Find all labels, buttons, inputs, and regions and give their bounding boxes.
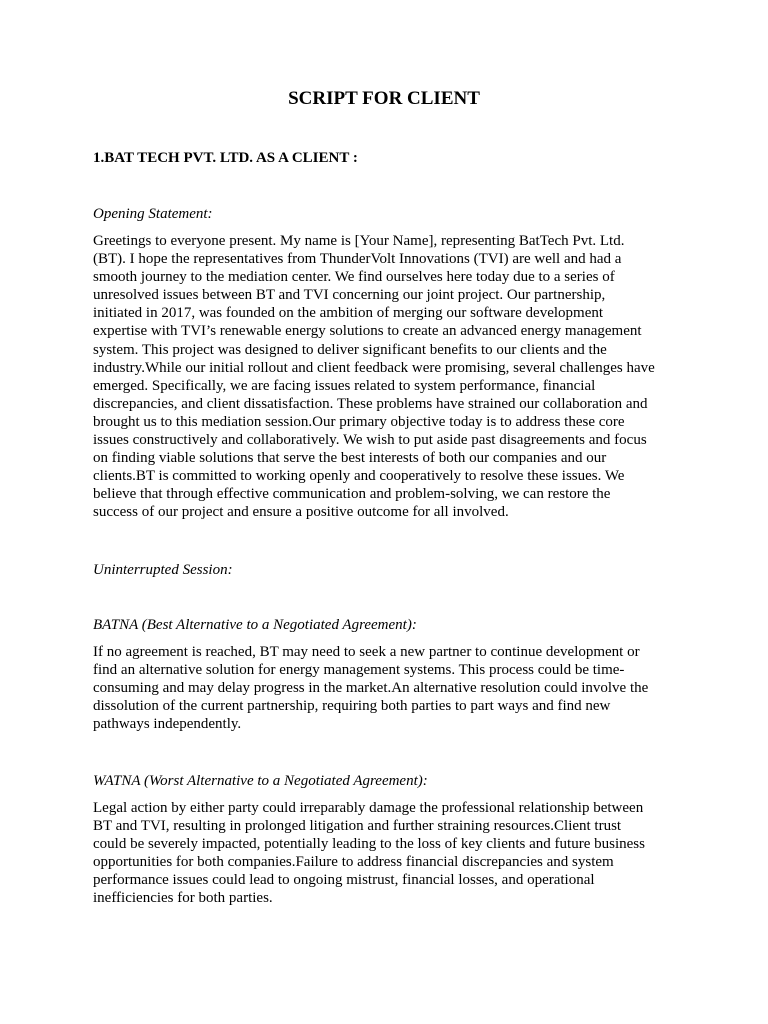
watna-paragraph <box>93 799 683 908</box>
paragraph-line: emerged. Specifically, we are facing issues related to system performance, financial <box>93 377 596 394</box>
paragraph-line: discrepancies, and client dissatisfaction. These problems have strained our collaboration and <box>93 395 648 412</box>
paragraph-line: clients.BT is committed to working openly and cooperatively to resolve these issues. We <box>93 468 625 485</box>
batna-paragraph <box>93 643 683 733</box>
paragraph-line: smooth journey to the mediation center. We find ourselves here today due to a series of <box>93 269 615 286</box>
paragraph-line: If no agreement is reached, BT may need to seek a new partner to continue development or <box>93 644 640 660</box>
batna-label: BATNA (Best Alternative to a Negotiated Agreement): <box>93 617 417 633</box>
paragraph-line: (BT). I hope the representatives from ThunderVolt Innovations (TVI) are well and had a <box>93 251 622 268</box>
opening-statement-label: Opening Statement: <box>93 206 213 222</box>
paragraph-line: unresolved issues between BT and TVI concerning our joint project. Our partnership, <box>93 287 606 304</box>
paragraph-line: BT and TVI, resulting in prolonged litigation and further straining resources.Client trust <box>93 818 622 835</box>
paragraph-line: pathways independently. <box>93 716 242 733</box>
paragraph-line: could be severely impacted, potentially leading to the loss of key clients and future business <box>93 836 645 853</box>
paragraph-line: consuming and may delay progress in the market.An alternative resolution could involve the <box>93 680 649 697</box>
paragraph-line: initiated in 2017, was founded on the ambition of merging our software development <box>93 305 604 322</box>
paragraph-line: inefficiencies for both parties. <box>93 890 273 907</box>
watna-label: WATNA (Worst Alternative to a Negotiated Agreement): <box>93 773 428 789</box>
paragraph-line: Greetings to everyone present. My name is [Your Name], representing BatTech Pvt. Ltd. <box>93 233 625 249</box>
paragraph-line: industry.While our initial rollout and client feedback were promising, several challenges have <box>93 359 655 376</box>
uninterrupted-session-label: Uninterrupted Session: <box>93 562 233 578</box>
section-heading: 1.BAT TECH PVT. LTD. AS A CLIENT : <box>93 150 358 166</box>
paragraph-line: performance issues could lead to ongoing mistrust, financial losses, and operational <box>93 872 595 889</box>
paragraph-line: dissolution of the current partnership, requiring both parties to part ways and find new <box>93 698 611 715</box>
paragraph-line: expertise with TVI’s renewable energy solutions to create an advanced energy management <box>93 323 642 340</box>
paragraph-line: Legal action by either party could irreparably damage the professional relationship between <box>93 800 644 816</box>
opening-statement-paragraph <box>93 232 683 522</box>
paragraph-line: success of our project and ensure a positive outcome for all involved. <box>93 504 509 521</box>
paragraph-line: find an alternative solution for energy management systems. This process could be time- <box>93 662 625 679</box>
paragraph-line: system. This project was designed to deliver significant benefits to our clients and the <box>93 341 607 358</box>
paragraph-line: believe that through effective communication and problem-solving, we can restore the <box>93 486 611 503</box>
paragraph-line: issues constructively and collaboratively. We wish to put aside past disagreements and focus <box>93 432 647 449</box>
paragraph-line: brought us to this mediation session.Our primary objective today is to address these core <box>93 413 625 430</box>
page-title: SCRIPT FOR CLIENT <box>288 88 480 109</box>
paragraph-line: on finding viable solutions that serve the best interests of both our companies and our <box>93 450 607 467</box>
paragraph-line: opportunities for both companies.Failure to address financial discrepancies and system <box>93 854 614 871</box>
